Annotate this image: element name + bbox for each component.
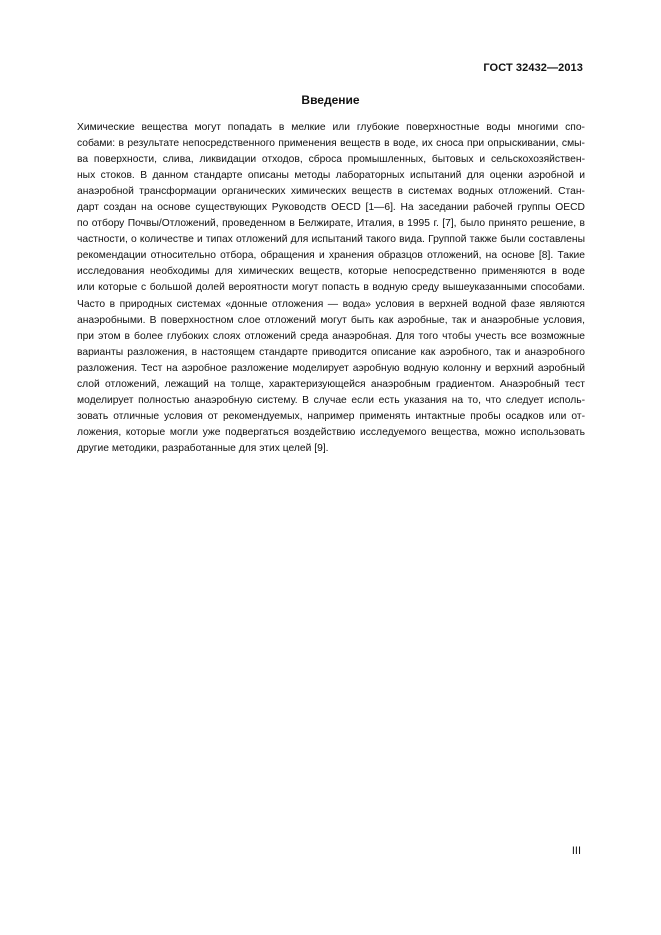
paragraph-line: ложения, которые могли уже подвергаться воздействию исследуемого вещества, можно использовать — [77, 426, 585, 438]
paragraph-line: Химические вещества могут попадать в мелкие или глубокие поверхностные воды многими спо- — [77, 122, 585, 133]
paragraph-line: слой отложений, лежащий на толще, характеризующейся анаэробным градиентом. Анаэробный тест — [77, 378, 585, 390]
paragraph-line: исследования необходимы для химических веществ, которые непосредственно применяются в воде — [77, 266, 585, 278]
page-number: III — [571, 845, 581, 857]
paragraph-line: разложения. Тест на аэробное разложение моделирует аэробную водную колонну и верхний аэробный — [77, 362, 585, 374]
paragraph-line: моделирует полностью анаэробную систему. В случае если есть указания на то, что следует исполь- — [77, 394, 585, 406]
paragraph-line: по отбору Почвы/Отложений, проведенном в Белжирате, Италия, в 1995 г. [7], было принято решение, в — [77, 218, 585, 230]
paragraph-line: другие методики, разработанные для этих целей [9]. — [77, 442, 329, 454]
paragraph-line: собами: в результате непосредственного применения веществ в воде, их сноса при опрыскивании, смы- — [77, 138, 585, 150]
paragraph-line: частности, о количестве и типах отложений для испытаний такого вида. Группой также были составлены — [77, 234, 585, 246]
paragraph-line: при этом в более глубоких слоях отложений среда анаэробная. Для того чтобы учесть все возможные — [77, 330, 585, 342]
paragraph-line: анаэробной трансформации органических химических веществ в системах водных отложений. Стан- — [77, 186, 585, 198]
paragraph-line: варианты разложения, в настоящем стандарте приводится описание как аэробного, так и анаэробного — [77, 346, 585, 358]
document-code: ГОСТ 32432—2013 — [483, 62, 583, 74]
paragraph-line: или которые с большой долей вероятности могут попасть в водную среду вышеуказанными способами. — [77, 282, 585, 294]
paragraph-line: дарт создан на основе существующих Руководств OECD [1—6]. На заседании рабочей группы OECD — [77, 202, 585, 214]
paragraph-line: Часто в природных системах «донные отложения — вода» условия в верхней водной фазе являются — [77, 298, 585, 310]
introduction-paragraph — [77, 120, 585, 457]
paragraph-line: зовать отличные условия от рекомендуемых, например применять интактные пробы осадков или от- — [77, 410, 585, 422]
section-title: Введение — [301, 93, 360, 107]
paragraph-line: ных стоков. В данном стандарте описаны методы лабораторных испытаний для оценки аэробной и — [77, 170, 585, 182]
paragraph-line: ва поверхности, слива, ликвидации отходов, сброса промышленных, бытовых и сельскохозяйствен- — [77, 154, 585, 166]
paragraph-line: рекомендации относительно отбора, обращения и хранения образцов отложений, на основе [8]. Такие — [77, 250, 585, 262]
paragraph-line: анаэробными. В поверхностном слое отложений могут быть как аэробные, так и анаэробные условия, — [77, 314, 585, 326]
